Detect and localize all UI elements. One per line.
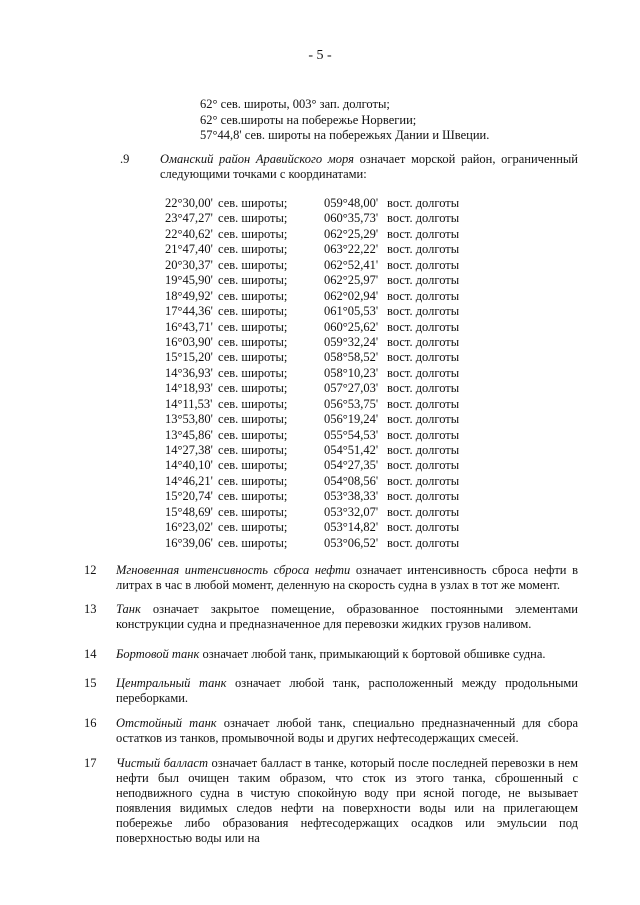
definition-term: Центральный танк [116, 676, 227, 690]
longitude-label: вост. долготы [387, 226, 460, 241]
longitude-label: вост. долготы [387, 504, 460, 519]
definition-12 [84, 563, 578, 593]
latitude-label: сев. широты; [218, 273, 288, 288]
coordinate-row [165, 397, 477, 412]
coordinates-table [165, 196, 477, 551]
boundary-line: 62° сев.широты на побережье Норвегии; [200, 112, 417, 127]
coordinate-row [165, 258, 477, 273]
boundary-line: 57°44,8' сев. широты на побережьях Дании и Швеции. [200, 128, 490, 142]
latitude-value: 14°11,53' [165, 396, 213, 411]
latitude-value: 20°30,37' [165, 257, 213, 272]
definition-body [116, 676, 578, 706]
longitude-label: вост. долготы [387, 412, 460, 427]
longitude-label: вост. долготы [387, 257, 460, 272]
latitude-value: 15°20,74' [165, 489, 213, 504]
coordinate-row [165, 536, 477, 551]
coordinate-row [165, 474, 477, 489]
longitude-value: 059°32,24' [324, 334, 379, 349]
latitude-value: 15°15,20' [165, 350, 213, 365]
definition-text: означает любой танк, расположенный между продольными переборками. [116, 676, 578, 705]
longitude-label: вост. долготы [387, 304, 460, 319]
coordinate-row [165, 211, 477, 226]
latitude-value: 16°03,90' [165, 334, 213, 349]
coordinate-row [165, 227, 477, 242]
latitude-value: 17°44,36' [165, 304, 213, 319]
longitude-label: вост. долготы [387, 427, 460, 442]
definition-body [116, 563, 578, 593]
longitude-label: вост. долготы [387, 489, 460, 504]
definition-number: 13 [84, 602, 97, 616]
page-number: - 5 - [308, 48, 332, 63]
latitude-value: 14°36,93' [165, 365, 213, 380]
coordinate-row [165, 335, 477, 350]
latitude-label: сев. широты; [218, 196, 288, 210]
latitude-label: сев. широты; [218, 334, 288, 349]
definition-15 [84, 676, 578, 706]
longitude-label: вост. долготы [387, 520, 460, 535]
longitude-value: 056°19,24' [324, 412, 379, 427]
longitude-value: 063°22,22' [324, 242, 379, 257]
definition-text: означает интенсивность сброса нефти в литрах в час в любой момент, деленную на скорость судна в узлах в тот же момент. [116, 563, 578, 592]
definition-number: 14 [84, 647, 97, 661]
coordinate-row [165, 242, 477, 257]
longitude-value: 058°10,23' [324, 365, 379, 380]
latitude-label: сев. широты; [218, 350, 288, 365]
coordinate-row [165, 412, 477, 427]
latitude-value: 16°23,02' [165, 520, 213, 535]
latitude-value: 14°18,93' [165, 381, 213, 396]
latitude-value: 14°27,38' [165, 443, 213, 457]
definition-body [160, 152, 578, 182]
longitude-label: вост. долготы [387, 288, 460, 303]
longitude-label: вост. долготы [387, 350, 460, 365]
latitude-value: 13°53,80' [165, 412, 213, 427]
longitude-label: вост. долготы [387, 473, 460, 488]
latitude-value: 16°43,71' [165, 319, 213, 334]
latitude-label: сев. широты; [218, 257, 288, 272]
definition-term: Танк [116, 602, 141, 616]
latitude-value: 15°48,69' [165, 504, 213, 519]
definition-term: Бортовой танк [116, 647, 200, 661]
definition-14 [84, 647, 578, 662]
longitude-value: 060°25,62' [324, 319, 379, 334]
definition-9 [84, 152, 578, 182]
longitude-value: 062°25,29' [324, 226, 379, 241]
definition-body [116, 756, 578, 846]
longitude-value: 059°48,00' [324, 196, 379, 210]
longitude-label: вост. долготы [387, 319, 460, 334]
longitude-value: 062°52,41' [324, 257, 379, 272]
coordinate-row [165, 443, 477, 458]
latitude-label: сев. широты; [218, 520, 288, 535]
longitude-label: вост. долготы [387, 396, 460, 411]
coordinate-row [165, 428, 477, 443]
latitude-label: сев. широты; [218, 211, 288, 226]
latitude-label: сев. широты; [218, 535, 288, 550]
longitude-value: 060°35,73' [324, 211, 379, 226]
definition-text: означает закрытое помещение, образованное постоянными элементами конструкции судна и предназначенное для перевозки жидких грузов наливом. [116, 602, 578, 631]
longitude-value: 053°38,33' [324, 489, 379, 504]
definition-number: 16 [84, 716, 97, 730]
coordinate-row [165, 350, 477, 365]
longitude-value: 053°06,52' [324, 535, 379, 550]
longitude-value: 054°27,35' [324, 458, 379, 473]
longitude-label: вост. долготы [387, 535, 460, 550]
latitude-label: сев. широты; [218, 319, 288, 334]
coordinate-row [165, 289, 477, 304]
longitude-label: вост. долготы [387, 196, 460, 210]
longitude-label: вост. долготы [387, 365, 460, 380]
boundary-lines-continued [200, 97, 620, 144]
latitude-value: 22°40,62' [165, 226, 213, 241]
coordinate-row [165, 505, 477, 520]
definition-body [116, 716, 578, 746]
latitude-label: сев. широты; [218, 381, 288, 396]
definition-number: 12 [84, 563, 97, 577]
latitude-value: 18°49,92' [165, 288, 213, 303]
definition-number: 15 [84, 676, 97, 690]
latitude-value: 13°45,86' [165, 427, 213, 442]
longitude-label: вост. долготы [387, 458, 460, 473]
latitude-value: 22°30,00' [165, 196, 213, 210]
coordinate-row [165, 273, 477, 288]
latitude-label: сев. широты; [218, 288, 288, 303]
latitude-label: сев. широты; [218, 365, 288, 380]
definition-16 [84, 716, 578, 746]
longitude-value: 058°58,52' [324, 350, 379, 365]
latitude-label: сев. широты; [218, 304, 288, 319]
longitude-label: вост. долготы [387, 443, 460, 457]
latitude-label: сев. широты; [218, 458, 288, 473]
longitude-label: вост. долготы [387, 242, 460, 257]
definition-17 [84, 756, 578, 846]
coordinate-row [165, 304, 477, 319]
definition-text: означает любой танк, специально предназначенный для сбора остатков из танков, промывочной воды и других нефтесодержащих смесей. [116, 716, 579, 745]
coordinate-row [165, 320, 477, 335]
latitude-label: сев. широты; [218, 489, 288, 504]
coordinate-row [165, 366, 477, 381]
latitude-label: сев. широты; [218, 427, 288, 442]
definition-number: 17 [84, 756, 97, 770]
definition-number: .9 [120, 152, 130, 166]
longitude-value: 054°08,56' [324, 473, 379, 488]
latitude-label: сев. широты; [218, 396, 288, 411]
longitude-value: 054°51,42' [324, 443, 379, 457]
latitude-label: сев. широты; [218, 226, 288, 241]
definition-term: Отстойный танк [116, 716, 217, 730]
longitude-value: 056°53,75' [324, 396, 379, 411]
latitude-value: 16°39,06' [165, 535, 213, 550]
boundary-line: 62° сев. широты, 003° зап. долготы; [200, 97, 390, 111]
definition-term: Мгновенная интенсивность сброса нефти [116, 563, 351, 577]
definition-text: означает балласт в танке, который после последней перевозки в нем нефти был очищен таким образом, что сток из этого танка, сброшенный с неподвижного судна в чистую спокойную воду при ясной погоде, не вызывает появления видимых следов нефти на поверхности воды или на прилегающем побережье либо образования нефтесодержащих осадков или эмульсии под поверхностью воды или на [116, 756, 578, 845]
longitude-value: 053°14,82' [324, 520, 379, 535]
longitude-value: 053°32,07' [324, 504, 379, 519]
definition-body [116, 647, 578, 662]
latitude-label: сев. широты; [218, 412, 288, 427]
longitude-value: 062°02,94' [324, 288, 379, 303]
longitude-value: 057°27,03' [324, 381, 379, 396]
longitude-value: 055°54,53' [324, 427, 379, 442]
definition-term: Оманский район Аравийского моря [160, 152, 354, 166]
latitude-value: 23°47,27' [165, 211, 213, 226]
latitude-value: 14°40,10' [165, 458, 213, 473]
longitude-value: 061°05,53' [324, 304, 379, 319]
coordinate-row [165, 489, 477, 504]
definition-13 [84, 602, 578, 632]
coordinate-row [165, 381, 477, 396]
coordinate-row [165, 458, 477, 473]
latitude-value: 21°47,40' [165, 242, 213, 257]
longitude-label: вост. долготы [387, 211, 460, 226]
longitude-label: вост. долготы [387, 273, 460, 288]
definition-text: означает морской район, ограниченный следующими точками с координатами: [160, 152, 578, 181]
latitude-label: сев. широты; [218, 473, 288, 488]
longitude-label: вост. долготы [387, 334, 460, 349]
coordinate-row [165, 520, 477, 535]
longitude-label: вост. долготы [387, 381, 460, 396]
latitude-label: сев. широты; [218, 504, 288, 519]
latitude-value: 14°46,21' [165, 473, 213, 488]
definition-term: Чистый балласт [116, 756, 209, 770]
longitude-value: 062°25,97' [324, 273, 379, 288]
latitude-value: 19°45,90' [165, 273, 213, 288]
latitude-label: сев. широты; [218, 443, 288, 457]
coordinate-row [165, 196, 477, 211]
definition-text: означает любой танк, примыкающий к бортовой обшивке судна. [199, 647, 546, 661]
definition-body [116, 602, 578, 632]
latitude-label: сев. широты; [218, 242, 288, 257]
